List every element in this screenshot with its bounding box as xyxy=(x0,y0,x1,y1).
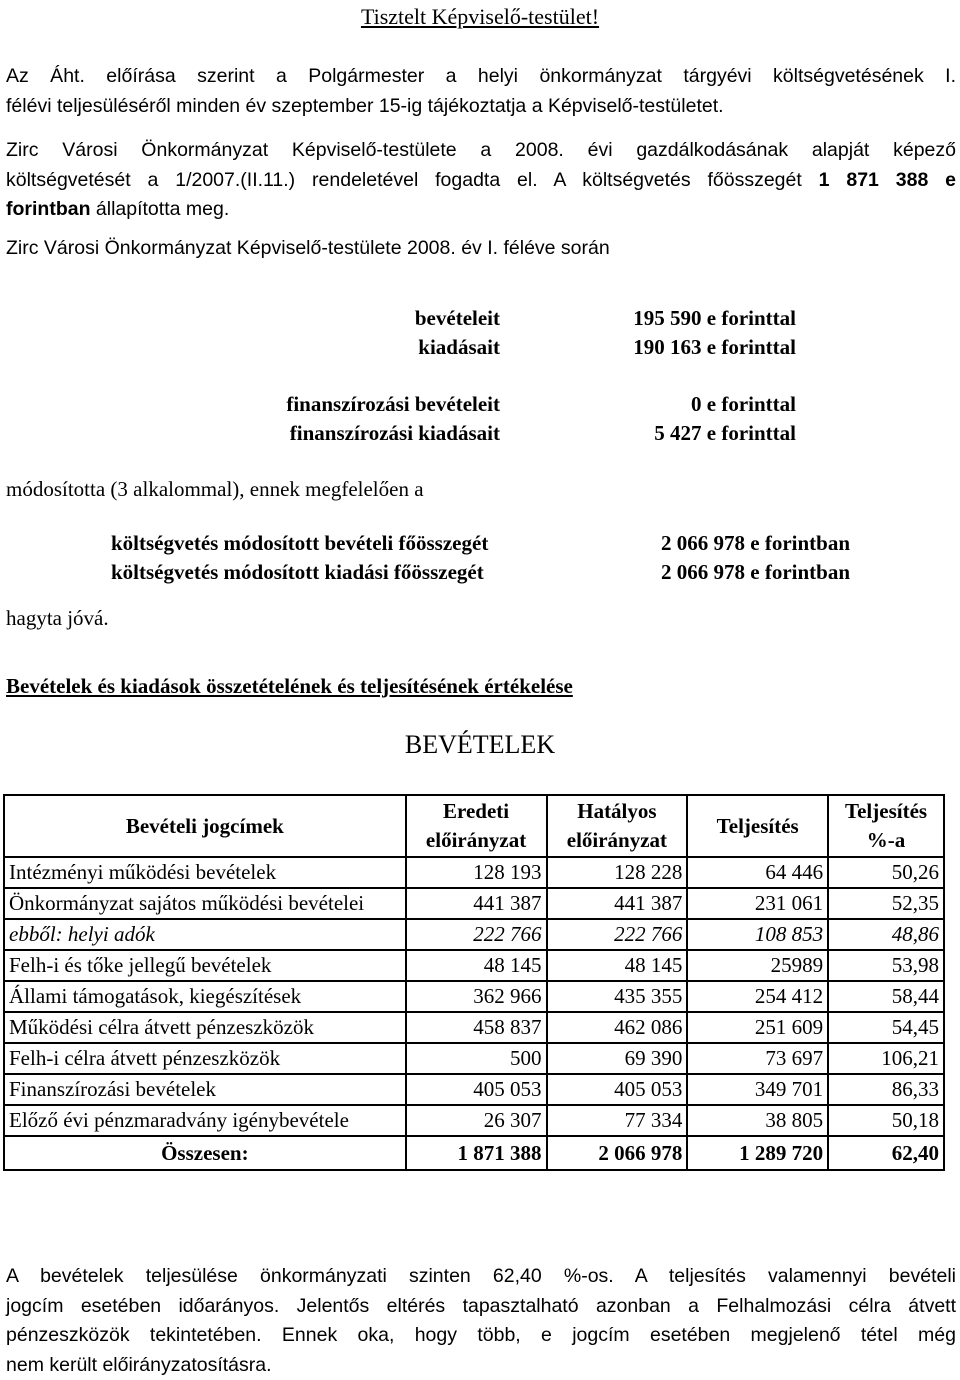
row-performance: 64 446 xyxy=(687,857,828,888)
row-original: 26 307 xyxy=(406,1105,547,1136)
modified-revenue-value: 2 066 978 e forintban xyxy=(661,531,850,555)
row-percent: 50,26 xyxy=(828,857,944,888)
row-label: Finanszírozási bevételek xyxy=(4,1074,406,1105)
main-total-amount: 1 871 388 e xyxy=(818,168,956,191)
row-performance: 251 609 xyxy=(687,1012,828,1043)
revenues-label: bevételeit xyxy=(414,306,500,330)
table-row xyxy=(4,857,944,888)
intro-line-2: félévi teljesüléséről minden év szeptember 15-ig tájékoztatja a Képviselő-testületet. xyxy=(6,94,724,117)
row-percent: 106,21 xyxy=(828,1043,944,1074)
row-label: Működési célra átvett pénzeszközök xyxy=(4,1012,406,1043)
table-row-italic xyxy=(4,919,944,950)
row-performance: 38 805 xyxy=(687,1105,828,1136)
modified-expense-value: 2 066 978 e forintban xyxy=(661,560,850,584)
row-performance: 73 697 xyxy=(687,1043,828,1074)
row-original: 48 145 xyxy=(406,950,547,981)
header-original-line-2: előirányzat xyxy=(425,828,527,852)
row-label: Önkormányzat sajátos működési bevételei xyxy=(4,888,406,919)
row-performance: 254 412 xyxy=(687,981,828,1012)
row-percent: 58,44 xyxy=(828,981,944,1012)
row-percent: 52,35 xyxy=(828,888,944,919)
expenses-value: 190 163 e forinttal xyxy=(633,335,796,359)
row-label: Előző évi pénzmaradvány igénybevétele xyxy=(4,1105,406,1136)
closing-line-2: jogcím esetében időarányos. Jelentős eltérés tapasztalható azonban a Felhalmozási célra átvett xyxy=(6,1294,956,1317)
modified-revenue-label: költségvetés módosított bevételi főösszegét xyxy=(111,531,489,555)
row-performance: 231 061 xyxy=(687,888,828,919)
header-performance-percent xyxy=(828,795,944,857)
financing-expenses-value: 5 427 e forinttal xyxy=(654,421,796,445)
row-percent: 53,98 xyxy=(828,950,944,981)
financing-revenues-label: finanszírozási bevételeit xyxy=(286,392,500,416)
header-performance: Teljesítés xyxy=(687,795,828,857)
row-label: ebből: helyi adók xyxy=(4,919,406,950)
table-header-row xyxy=(4,795,944,857)
row-percent: 86,33 xyxy=(828,1074,944,1105)
header-original-appropriation xyxy=(406,795,547,857)
row-original: 362 966 xyxy=(406,981,547,1012)
table-row xyxy=(4,1074,944,1105)
header-current-appropriation xyxy=(547,795,688,857)
row-performance: 349 701 xyxy=(687,1074,828,1105)
table-row xyxy=(4,1105,944,1136)
row-current: 128 228 xyxy=(547,857,688,888)
closing-line-4: nem került előirányzatosításra. xyxy=(6,1353,272,1376)
total-current: 2 066 978 xyxy=(547,1136,688,1170)
intro-paragraph xyxy=(6,62,956,121)
header-current-line-2: előirányzat xyxy=(566,828,668,852)
header-original-line-1: Eredeti xyxy=(443,799,510,823)
total-percent: 62,40 xyxy=(828,1136,944,1170)
table-row xyxy=(4,950,944,981)
section-heading: Bevételek és kiadások összetételének és teljesítésének értékelése xyxy=(6,674,573,698)
row-performance: 25989 xyxy=(687,950,828,981)
header-percent-line-2: %-a xyxy=(866,828,906,852)
row-percent: 48,86 xyxy=(828,919,944,950)
expenses-label: kiadásait xyxy=(418,335,500,359)
adoption-line-1: Zirc Városi Önkormányzat Képviselő-testülete a 2008. évi gazdálkodásának alapját képező xyxy=(6,139,956,161)
total-performance: 1 289 720 xyxy=(687,1136,828,1170)
modification-text: módosította (3 alkalommal), ennek megfelelően a xyxy=(6,477,424,501)
table-row xyxy=(4,1043,944,1074)
intro-line-1: Az Áht. előírása szerint a Polgármester a helyi önkormányzat tárgyévi költségvetésének I. xyxy=(6,65,956,87)
row-label: Felh-i és tőke jellegű bevételek xyxy=(4,950,406,981)
adoption-line-3 xyxy=(6,198,229,220)
row-label: Felh-i célra átvett pénzeszközök xyxy=(4,1043,406,1074)
revenue-table xyxy=(3,794,945,1171)
table-row xyxy=(4,1012,944,1043)
main-total-unit: forintban xyxy=(6,198,91,220)
financing-expenses-label: finanszírozási kiadásait xyxy=(289,421,500,445)
closing-line-3: pénzeszközök tekintetében. Ennek oka, hogy több, e jogcím esetében megjelenő tétel még xyxy=(6,1324,956,1346)
closing-paragraph xyxy=(6,1262,956,1380)
header-revenue-title: Bevételi jogcímek xyxy=(4,795,406,857)
approved-text: hagyta jóvá. xyxy=(6,606,109,630)
total-original: 1 871 388 xyxy=(406,1136,547,1170)
financing-revenues-value: 0 e forinttal xyxy=(691,392,796,416)
adoption-line-3-text: állapította meg. xyxy=(90,198,230,220)
row-label: Intézményi működési bevételek xyxy=(4,857,406,888)
row-original: 128 193 xyxy=(406,857,547,888)
row-current: 222 766 xyxy=(547,919,688,950)
adoption-line-2 xyxy=(6,166,956,196)
row-original: 500 xyxy=(406,1043,547,1074)
row-performance: 108 853 xyxy=(687,919,828,950)
revenues-title: BEVÉTELEK xyxy=(404,730,556,759)
row-current: 441 387 xyxy=(547,888,688,919)
revenues-value: 195 590 e forinttal xyxy=(633,306,796,330)
table-row xyxy=(4,888,944,919)
adoption-line-2-text: költségvetését a 1/2007.(II.11.) rendeletével fogadta el. A költségvetés főösszegét xyxy=(6,168,819,191)
row-current: 77 334 xyxy=(547,1105,688,1136)
row-percent: 50,18 xyxy=(828,1105,944,1136)
table-row xyxy=(4,981,944,1012)
closing-line-1: A bevételek teljesülése önkormányzati szinten 62,40 %-os. A teljesítés valamennyi bevételi xyxy=(6,1265,956,1287)
modified-expense-label: költségvetés módosított kiadási főösszegét xyxy=(111,560,484,584)
adoption-paragraph xyxy=(6,136,956,225)
row-original: 458 837 xyxy=(406,1012,547,1043)
row-current: 405 053 xyxy=(547,1074,688,1105)
row-current: 69 390 xyxy=(547,1043,688,1074)
total-label: Összesen: xyxy=(4,1136,406,1170)
table-total-row xyxy=(4,1136,944,1170)
row-original: 222 766 xyxy=(406,919,547,950)
header-percent-line-1: Teljesítés xyxy=(845,799,928,823)
page-title: Tisztelt Képviselő-testület! xyxy=(360,4,600,29)
row-current: 462 086 xyxy=(547,1012,688,1043)
row-current: 435 355 xyxy=(547,981,688,1012)
row-current: 48 145 xyxy=(547,950,688,981)
row-original: 405 053 xyxy=(406,1074,547,1105)
row-original: 441 387 xyxy=(406,888,547,919)
row-label: Állami támogatások, kiegészítések xyxy=(4,981,406,1012)
header-current-line-1: Hatályos xyxy=(577,799,657,823)
semester-intro: Zirc Városi Önkormányzat Képviselő-testülete 2008. év I. féléve során xyxy=(6,237,610,259)
row-percent: 54,45 xyxy=(828,1012,944,1043)
